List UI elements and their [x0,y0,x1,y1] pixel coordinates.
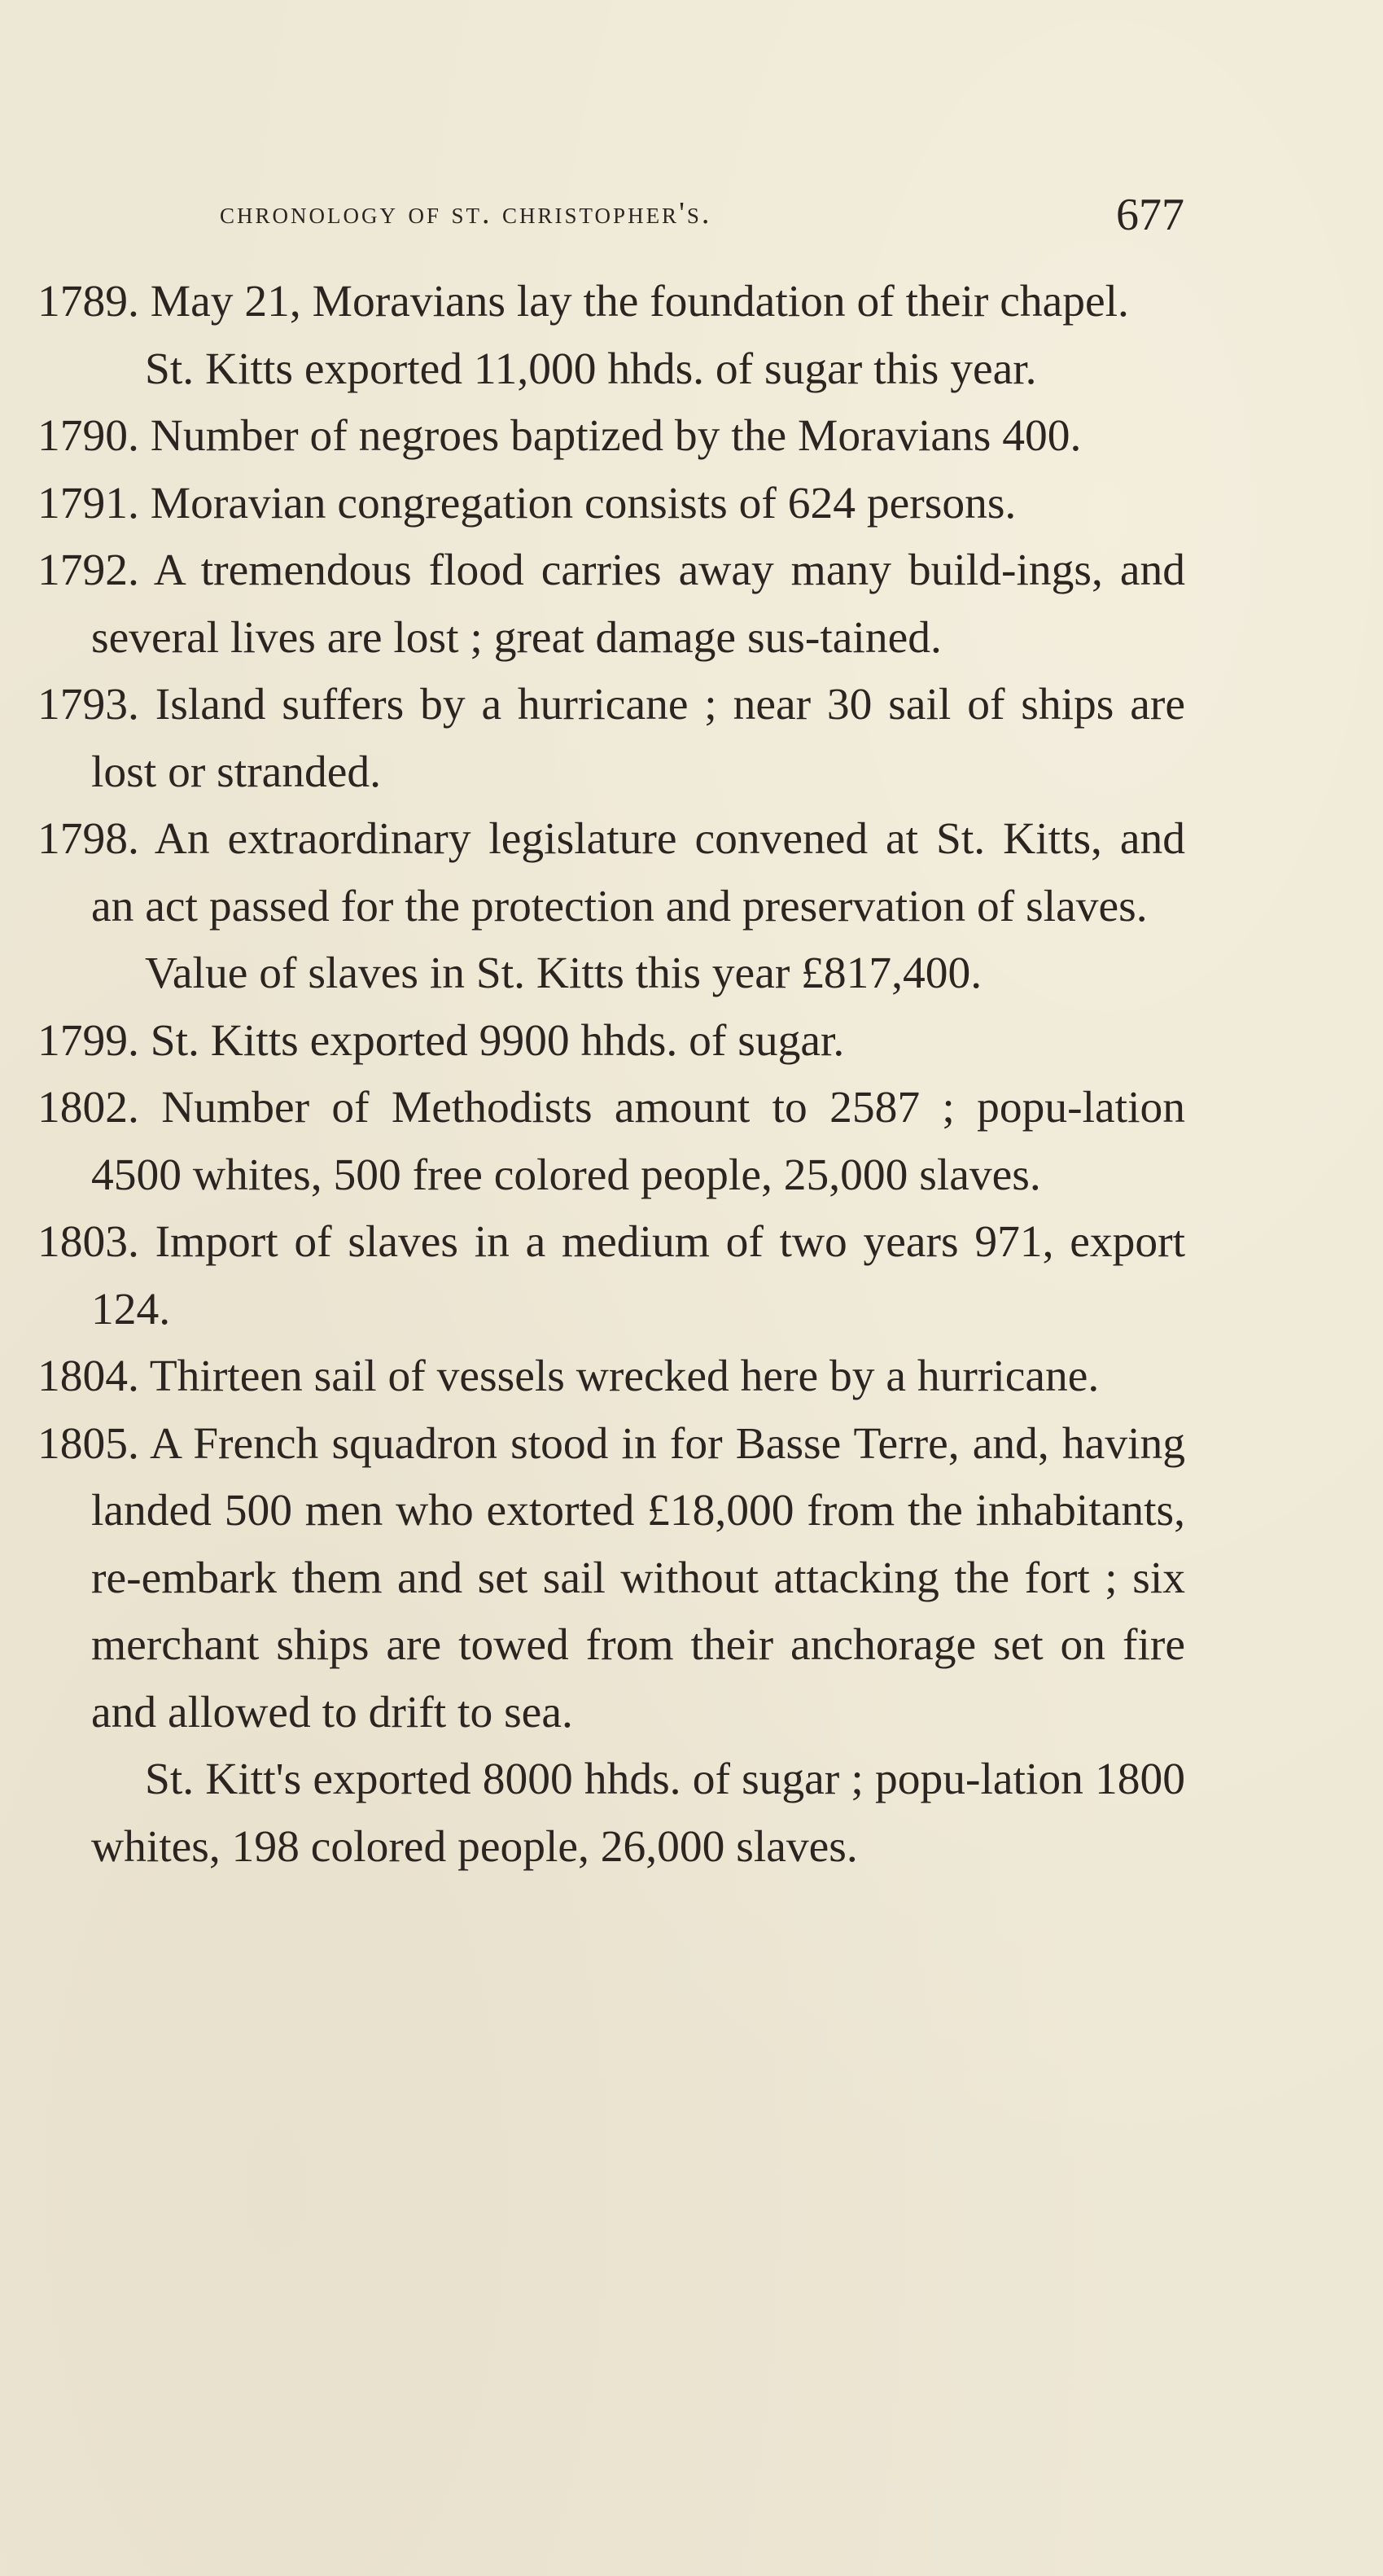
entry-1802 [37,1075,1185,1209]
entry-text: St. Kitts exported 11,000 hhds. of sugar this year. [145,344,1037,394]
entry-text: Island suffers by a hurricane ; near 30 sail of ships are lost or stranded. [91,680,1185,797]
entry-year: 1803. [37,1217,139,1267]
entry-1805 [37,1411,1185,1747]
entry-text: A tremendous flood carries away many build-ings, and several lives are lost ; great damage sus-tained. [91,545,1185,663]
entry-year: 1793. [37,680,139,729]
entry-1805-sugar [37,1746,1185,1881]
entry-year: 1798. [37,814,139,864]
entry-text: Moravian congregation consists of 624 persons. [150,478,1017,528]
entry-year: 1802. [37,1083,139,1132]
entry-text: St. Kitt's exported 8000 hhds. of sugar ; popu-lation 1800 whites, 198 colored people, 26,000 slaves. [91,1755,1185,1872]
entry-text: Import of slaves in a medium of two years 971, export 124. [91,1217,1186,1334]
entry-year: 1805. [37,1418,139,1469]
entry-year: 1789. [37,277,139,326]
page-number: 677 [1116,190,1184,240]
entry-1804 [37,1343,1185,1411]
entry-year: 1790. [37,411,139,461]
page-header [195,189,1184,246]
entry-1789 [37,269,1185,336]
entry-text: St. Kitts exported 9900 hhds. of sugar. [150,1015,845,1066]
running-head: chronology of st. christopher's. [220,196,712,230]
entry-text: May 21, Moravians lay the foundation of their chapel. [150,277,1129,326]
entry-1798-value [37,940,1185,1008]
entry-1803 [37,1209,1185,1343]
entry-1798 [37,806,1185,940]
entry-text: An extraordinary legislature convened at St. Kitts, and an act passed for the protection and preservation of slaves. [91,814,1185,931]
entry-year: 1804. [37,1352,139,1401]
entry-1793 [37,672,1185,806]
entry-year: 1799. [37,1015,139,1066]
entry-1790 [37,403,1185,471]
entry-text: Number of negroes baptized by the Moravians 400. [150,411,1082,461]
entry-year: 1791. [37,478,139,528]
entry-1792 [37,537,1185,672]
entry-text: Number of Methodists amount to 2587 ; popu-lation 4500 whites, 500 free colored people, 25,000 slaves. [91,1083,1186,1200]
entry-text: Thirteen sail of vessels wrecked here by a hurricane. [149,1352,1100,1401]
entry-text: Value of slaves in St. Kitts this year £817,400. [145,948,983,998]
entry-1791 [37,471,1185,538]
chronology-text [37,269,1185,1881]
entry-year: 1792. [37,545,139,595]
entry-1799 [37,1008,1185,1076]
entry-text: A French squadron stood in for Basse Terre, and, having landed 500 men who extorted £18,000 from the inhabitants, re-embark them and set sail without attacking the fort ; six merchant ships are towed from their anchorage set on fire and allowed to drift to sea. [91,1418,1185,1737]
entry-1789-sugar [37,336,1185,404]
